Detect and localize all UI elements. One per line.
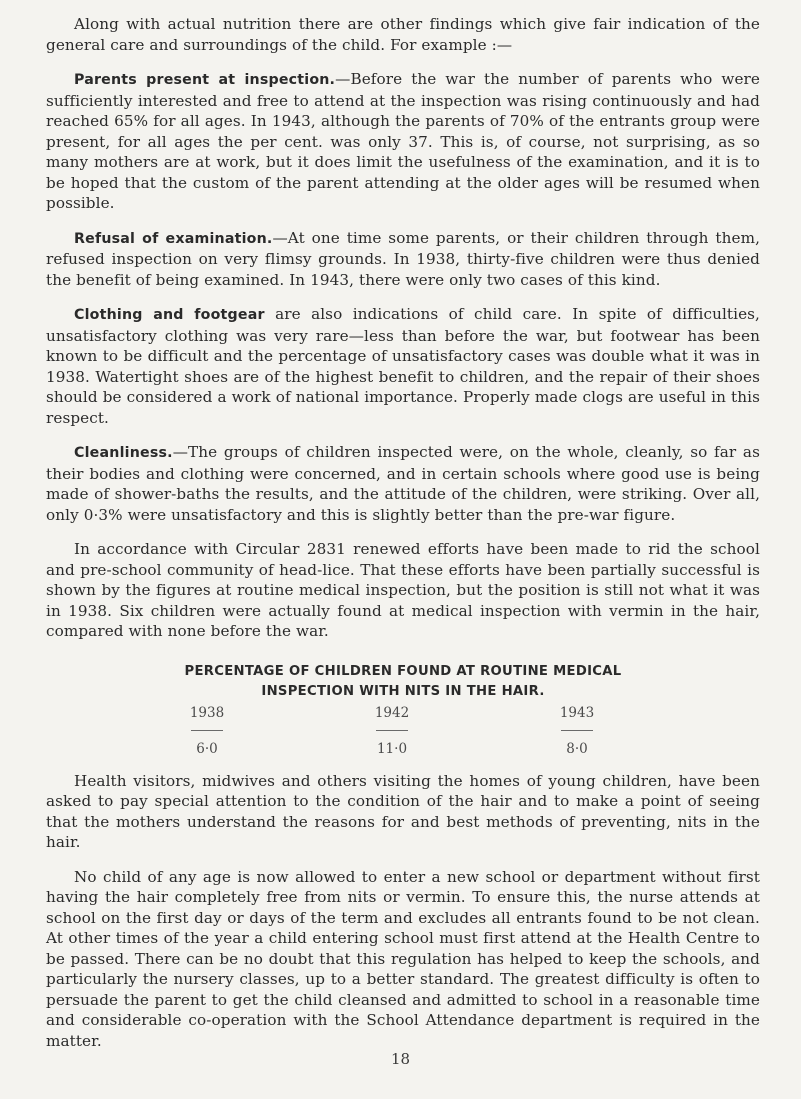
nits-table-column bbox=[532, 705, 622, 758]
intro-paragraph: Along with actual nutrition there are other findings which give fair indication of the general care and surroundings of the child. For example :— bbox=[46, 15, 760, 54]
year-header: 1943 bbox=[559, 704, 595, 721]
percentage-value: 8·0 bbox=[566, 740, 588, 757]
new-school-paragraph: No child of any age is now allowed to enter a new school or department without first having the hair completely free from nits or vermin. To ensure this, the nurse attends at school on the first day or days of the term and excludes all entrants found to be not clean. At other times of the year a child entering school must first attend at the Health Centre to be passed. There can be no doubt that this regulation has helped to keep the schools, and particularly the nursery classes, up to a better standard. The greatest difficulty is often to persuade the parent to get the child cleansed and admitted to school in a reasonable time and considerable co-operation with the School Attendance department is required in the matter. bbox=[46, 867, 760, 1050]
document-page bbox=[46, 14, 760, 1051]
clothing-heading: Clothing and footgear bbox=[74, 307, 265, 323]
column-divider bbox=[376, 730, 408, 731]
circular-paragraph: In accordance with Circular 2831 renewed efforts have been made to rid the school and pre-school community of head-lice. That these efforts have been partially successful is shown by the figures at routine medical inspection, but the position is still not what it was in 1938. Six children were actually found at medical inspection with vermin in the hair, compared with none before the war. bbox=[46, 540, 760, 640]
nits-table-title-line2: INSPECTION WITH NITS IN THE HAIR. bbox=[261, 683, 545, 699]
page-number: 18 bbox=[390, 1050, 411, 1068]
cleanliness-paragraph bbox=[46, 442, 760, 525]
clothing-body: are also indications of child care. In spite of difficulties, unsatisfactory clothing was very rare—less than before the war, but footwear has been known to be difficult and the percentage of unsatisfactory cases was double what it was in 1938. Watertight shoes are of the highest benefit to children, and the repair of their shoes should be considered a work of national importance. Properly made clogs are useful in this respect. bbox=[46, 305, 760, 427]
parents-present-body: —Before the war the number of parents who were sufficiently interested and free to attend at the inspection was rising continuously and had reached 65% for all ages. In 1943, although the parents of 70% of the entrants group were present, for all ages the per cent. was only 37. This is, of course, not surprising, as so many mothers are at work, but it does limit the usefulness of the examination, and it is to be hoped that the custom of the parent attending at the older ages will be resumed when possible. bbox=[46, 70, 760, 212]
column-divider bbox=[561, 730, 593, 731]
parents-present-paragraph bbox=[46, 69, 760, 214]
cleanliness-heading: Cleanliness. bbox=[74, 445, 173, 461]
percentage-value: 11·0 bbox=[376, 740, 408, 757]
refusal-paragraph bbox=[46, 228, 760, 291]
percentage-value: 6·0 bbox=[196, 740, 218, 757]
health-visitors-paragraph: Health visitors, midwives and others visiting the homes of young children, have been asked to pay special attention to the condition of the hair and to make a point of seeing that the mothers understand the reasons for and best methods of preventing, nits in the hair. bbox=[46, 771, 760, 851]
nits-table-title bbox=[46, 662, 760, 702]
refusal-heading: Refusal of examination. bbox=[74, 230, 273, 247]
clothing-paragraph bbox=[46, 304, 760, 428]
nits-table-column bbox=[347, 705, 437, 758]
nits-table-title-line1: PERCENTAGE OF CHILDREN FOUND AT ROUTINE MEDICAL bbox=[184, 663, 622, 679]
column-divider bbox=[191, 730, 223, 731]
year-header: 1942 bbox=[374, 704, 410, 721]
nits-table-column bbox=[162, 705, 252, 758]
nits-table bbox=[162, 705, 622, 758]
cleanliness-body: —The groups of children inspected were, on the whole, cleanly, so far as their bodies and clothing were concerned, and in certain schools where good use is being made of shower-baths the results, and the attitude of the children, were striking. Over all, only 0·3% were unsatisfactory and this is slightly better than the pre-war figure. bbox=[46, 443, 760, 524]
refusal-body: —At one time some parents, or their children through them, refused inspection on very flimsy grounds. In 1938, thirty-five children were thus denied the benefit of being examined. In 1943, there were only two cases of this kind. bbox=[46, 228, 760, 289]
year-header: 1938 bbox=[189, 704, 225, 721]
parents-present-heading: Parents present at inspection. bbox=[74, 72, 336, 88]
